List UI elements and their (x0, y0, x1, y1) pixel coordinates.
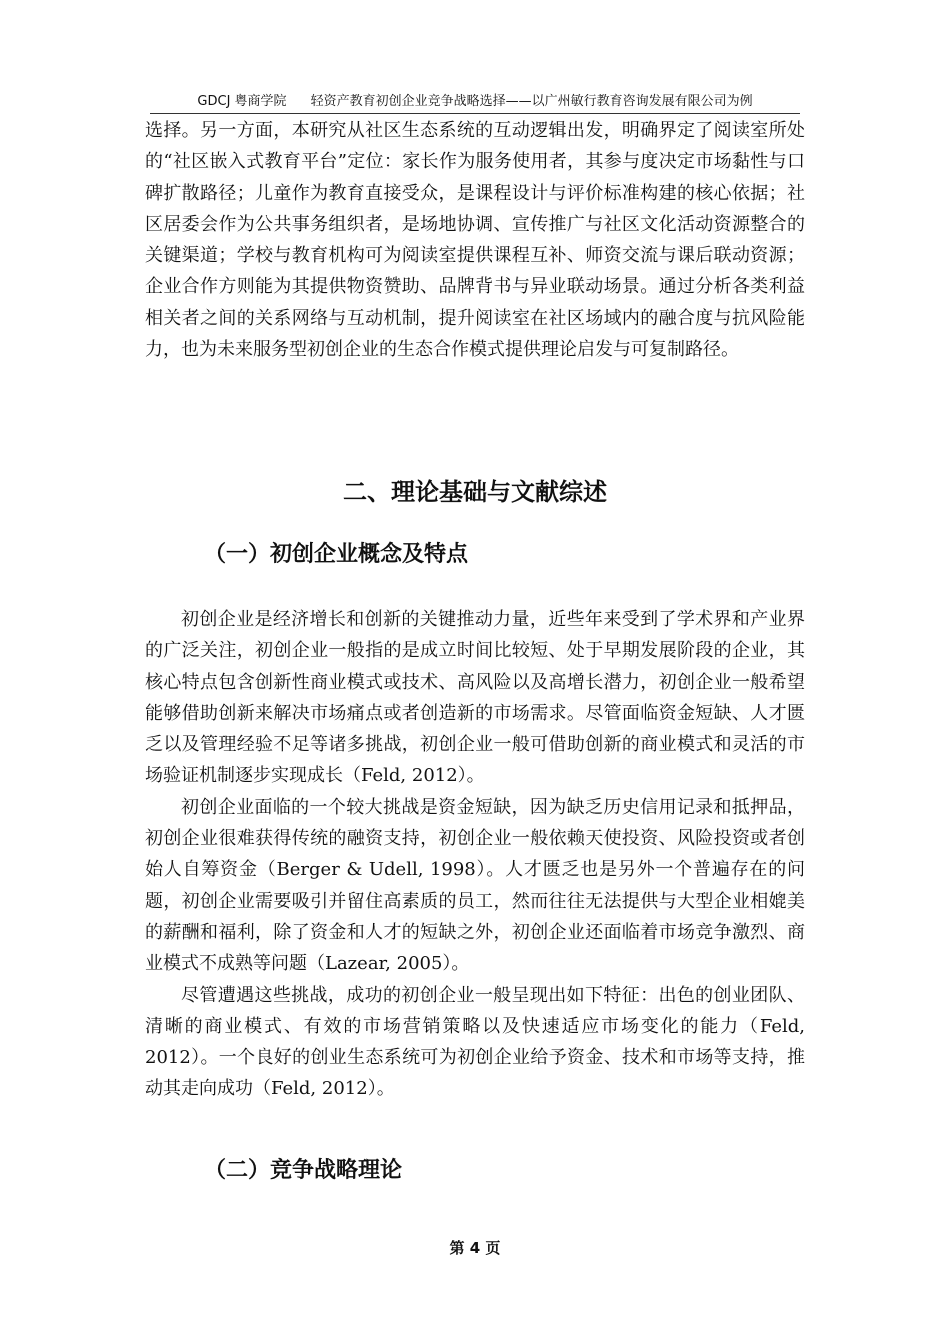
header-title: 轻资产教育初创企业竞争战略选择——以广州敏行教育咨询发展有限公司为例 (310, 94, 753, 109)
intro-paragraph: 选择。另一方面，本研究从社区生态系统的互动逻辑出发，明确界定了阅读室所处的“社区嵌入式教育平台”定位：家长作为服务使用者，其参与度决定市场黏性与口碑扩散路径；儿童作为教育直接受众，是课程设计与评价标准构建的核心依据；社区居委会作为公共事务组织者，是场地协调、宣传推广与社区文化活动资源整合的关键渠道；学校与教育机构可为阅读室提供课程互补、师资交流与课后联动资源；企业合作方则能为其提供物资赞助、品牌背书与异业联动场景。通过分析各类利益相关者之间的关系网络与互动机制，提升阅读室在社区场域内的融合度与抗风险能力，也为未来服务型初创企业的生态合作模式提供理论启发与可复制路径。 (145, 120, 805, 361)
subsection-title-2: （二）竞争战略理论 (204, 1158, 403, 1183)
paragraph-2: 初创企业面临的一个较大挑战是资金短缺，因为缺乏历史信用记录和抵押品，初创企业很难获得传统的融资支持，初创企业一般依赖天使投资、风险投资或者创始人自筹资金（Berger & Udell, 1998）。人才匮乏也是另外一个普遍存在的问题，初创企业需要吸引并留住高素质的员工，然而往往无法提供与大型企业相媲美的薪酬和福利，除了资金和人才的短缺之外，初创企业还面临着市场竞争激烈、商业模式不成熟等问题（Lazear, 2005）。 (145, 796, 805, 975)
paragraph-1: 初创企业是经济增长和创新的关键推动力量，近些年来受到了学术界和产业界的广泛关注，初创企业一般指的是成立时间比较短、处于早期发展阶段的企业，其核心特点包含创新性商业模式或技术、高风险以及高增长潜力，初创企业一般希望能够借助创新来解决市场痛点或者创造新的市场需求。尽管面临资金短缺、人才匮乏以及管理经验不足等诸多挑战，初创企业一般可借助创新的商业模式和灵活的市场验证机制逐步实现成长（Feld, 2012）。 (145, 609, 805, 787)
paragraph-3: 尽管遭遇这些挑战，成功的初创企业一般呈现出如下特征：出色的创业团队、清晰的商业模式、有效的市场营销策略以及快速适应市场变化的能力（Feld, 2012）。一个良好的创业生态系统可为初创企业给予资金、技术和市场等支持，推动其走向成功（Feld, 2012）。 (145, 984, 805, 1100)
subsection-title-1: （一）初创企业概念及特点 (204, 542, 469, 567)
intro-block (145, 115, 805, 365)
header-school: GDCJ 粤商学院 (197, 94, 287, 109)
header-rule (150, 113, 800, 114)
running-header (150, 94, 800, 110)
page-number: 第 4 页 (449, 1239, 501, 1257)
subsection-1-body (145, 604, 805, 1105)
section-title: 二、理论基础与文献综述 (343, 478, 607, 506)
